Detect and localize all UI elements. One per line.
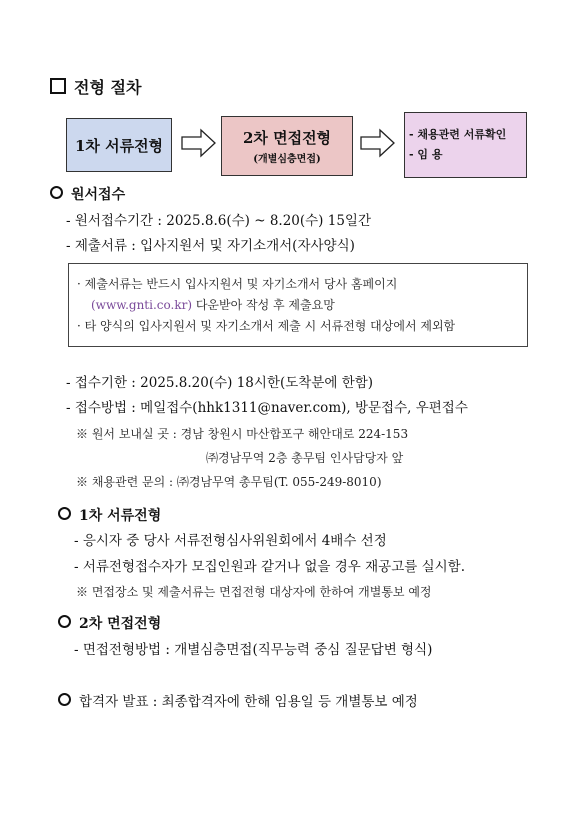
stage2-title: 2차 면접전형	[58, 613, 161, 633]
circle-bullet-icon	[58, 693, 71, 706]
heading-text: 전형 절차	[74, 78, 142, 97]
homepage-link[interactable]: (www.gnti.co.kr)	[91, 298, 193, 312]
notice-line: · 제출서류는 반드시 입사지원서 및 자기소개서 당사 홈페이지	[77, 277, 398, 291]
checkbox-square-icon	[50, 78, 66, 94]
application-documents: - 제출서류 : 입사지원서 및 자기소개서(자사양식)	[66, 238, 355, 254]
notice-line: · 타 양식의 입사지원서 및 자기소개서 제출 시 서류전형 대상에서 제외함	[77, 319, 456, 333]
flow-step-2-label: 2차 면접전형	[242, 129, 332, 147]
stage1-title: 1차 서류전형	[58, 505, 161, 525]
application-period: - 원서접수기간 : 2025.8.6(수) ~ 8.20(수) 15일간	[66, 213, 372, 229]
stage1-note: ※ 면접장소 및 제출서류는 면접전형 대상자에 한하여 개별통보 예정	[76, 585, 432, 599]
mail-address-note: ※ 원서 보내실 곳 : 경남 창원시 마산합포구 해안대로 224-153	[76, 427, 409, 441]
flow-step-2-box	[221, 116, 353, 176]
flow-step-3-item: - 채용관련 서류확인	[409, 128, 507, 141]
circle-bullet-icon	[50, 186, 63, 199]
application-method: - 접수방법 : 메일접수(hhk1311@naver.com), 방문접수, 우편접수	[66, 400, 468, 416]
stage1-line: - 응시자 중 당사 서류전형심사위원회에서 4배수 선정	[74, 533, 387, 549]
inquiry-note: ※ 채용관련 문의 : ㈜경남무역 총무팀(T. 055-249-8010)	[76, 475, 382, 489]
flow-arrow-icon	[181, 128, 217, 158]
flow-step-3-item: - 임 용	[409, 148, 443, 161]
flow-step-2-sublabel: (개별심층면접)	[253, 154, 321, 165]
circle-bullet-icon	[58, 507, 71, 520]
flow-step-1-label: 1차 서류전형	[74, 136, 164, 155]
application-title: 원서접수	[50, 184, 125, 204]
announcement: 합격자 발표 : 최종합격자에 한해 임용일 등 개별통보 예정	[58, 690, 418, 710]
circle-bullet-icon	[58, 615, 71, 628]
mail-recipient-note: ㈜경남무역 2층 총무팀 인사담당자 앞	[206, 451, 404, 465]
stage1-line: - 서류전형접수자가 모집인원과 같거나 없을 경우 재공고를 실시함.	[74, 559, 465, 575]
flow-arrow-icon	[360, 128, 396, 158]
notice-box	[68, 263, 528, 347]
stage2-line: - 면접전형방법 : 개별심층면접(직무능력 중심 질문답변 형식)	[74, 642, 433, 658]
application-deadline: - 접수기한 : 2025.8.20(수) 18시한(도착분에 한함)	[66, 375, 374, 391]
section-heading	[50, 75, 141, 98]
flow-step-3-box	[404, 112, 527, 178]
notice-line: (www.gnti.co.kr) 다운받아 작성 후 제출요망	[91, 298, 335, 312]
flow-step-1-box	[66, 118, 172, 172]
